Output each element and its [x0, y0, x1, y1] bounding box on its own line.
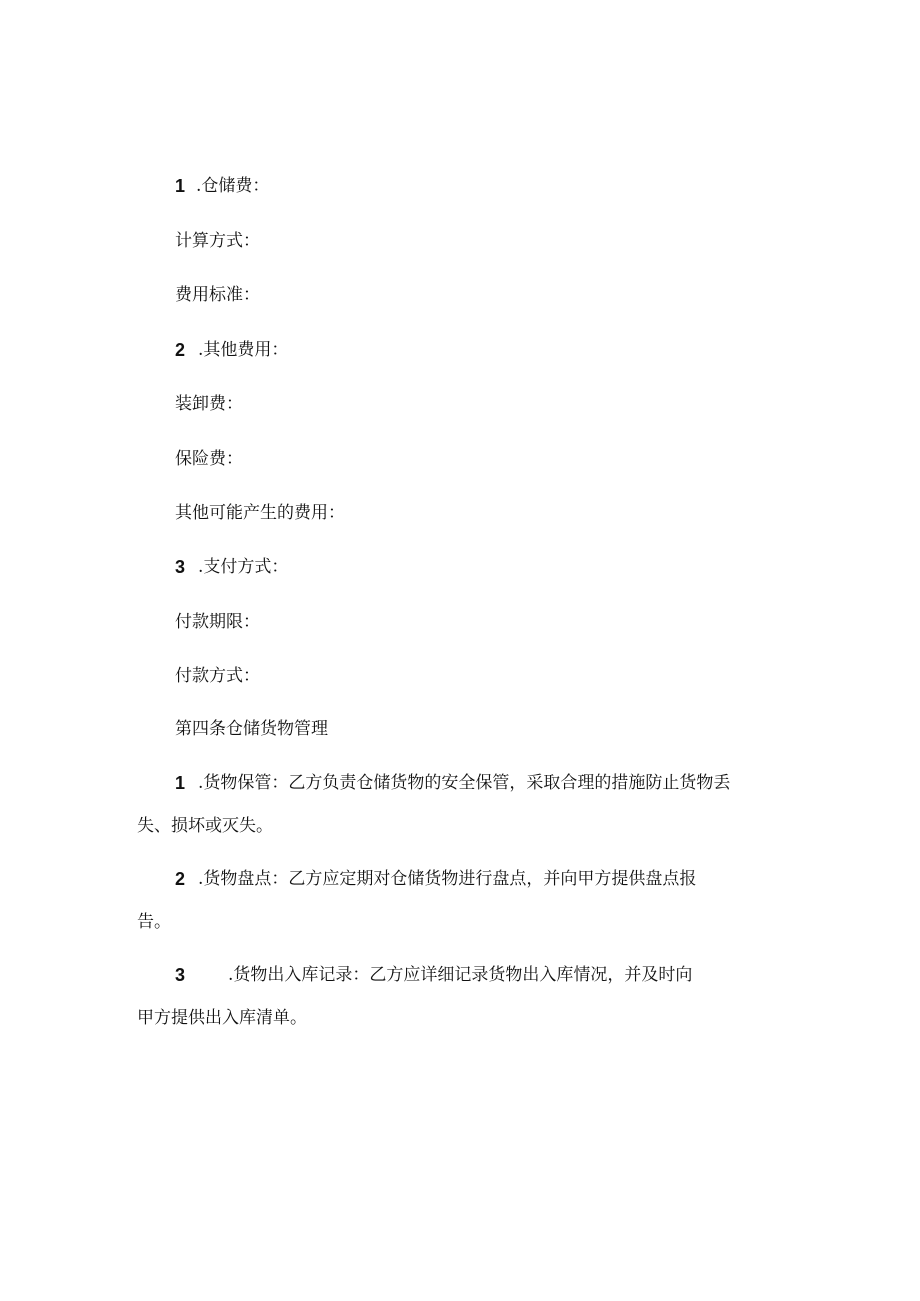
handling-fee-label: 装卸费： — [175, 394, 243, 414]
article-4-heading: 第四条仓储货物管理 — [175, 719, 328, 739]
article-4-item-1-number: 1 — [175, 773, 186, 793]
article-4-item-2-number: 2 — [175, 869, 186, 889]
section-1-title: .仓储费： — [196, 176, 270, 196]
article-4-item-3-line-1: .货物出入库记录：乙方应详细记录货物出入库情况，并及时向 — [228, 965, 693, 985]
calc-method-label: 计算方式： — [175, 231, 260, 251]
section-3-number: 3 — [175, 557, 186, 577]
article-4-item-1-line-2: 失、损坏或灭失。 — [137, 816, 273, 836]
section-1-number: 1 — [175, 176, 186, 196]
other-possible-fees-label: 其他可能产生的费用： — [175, 503, 345, 523]
section-2-title: .其他费用： — [198, 340, 289, 360]
payment-term-label: 付款期限： — [175, 612, 260, 632]
article-4-item-3-line-2: 甲方提供出入库清单。 — [137, 1008, 307, 1028]
section-3-title: .支付方式： — [198, 557, 289, 577]
insurance-fee-label: 保险费： — [175, 449, 243, 469]
section-2-number: 2 — [175, 340, 186, 360]
article-4-item-1-line-1: .货物保管：乙方负责仓储货物的安全保管，采取合理的措施防止货物丢 — [198, 773, 731, 793]
article-4-item-3-number: 3 — [175, 965, 186, 985]
fee-standard-label: 费用标准： — [175, 285, 260, 305]
article-4-item-2-line-1: .货物盘点：乙方应定期对仓储货物进行盘点，并向甲方提供盘点报 — [198, 869, 697, 889]
article-4-item-2-line-2: 告。 — [137, 912, 171, 932]
payment-method-label: 付款方式： — [175, 666, 260, 686]
